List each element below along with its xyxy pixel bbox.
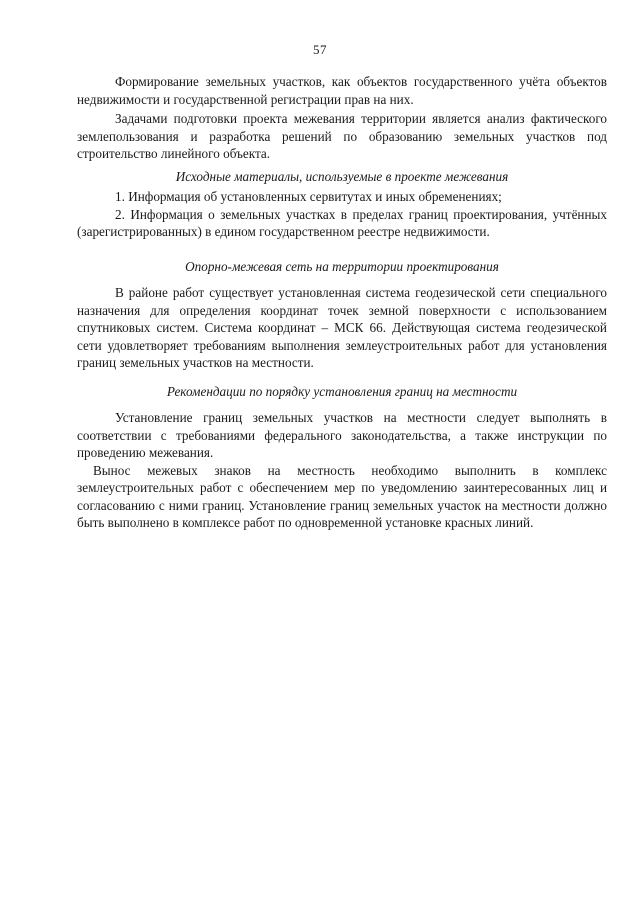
section-heading-recommendations: Рекомендации по порядку установления границ на местности (166, 383, 518, 399)
intro-paragraph-2: Задачами подготовки проекта межевания территории является анализ фактического землепользования и разработка решений по образованию земельных участков под строительство линейного объекта. (77, 111, 607, 161)
recommendations-paragraph-2: Вынос межевых знаков на местность необходимо выполнить в комплекс землеустроительных работ с обеспечением мер по уведомлению заинтересованных лиц и согласованию с ними границ. Установление границ земельных участок на местности должно быть выполнено в комплексе работ по одновременной установке красных линий. (77, 462, 607, 530)
intro-paragraph-1: Формирование земельных участков, как объектов государственного учёта объектов недвижимости и государственной регистрации прав на них. (77, 74, 607, 107)
list-item-1: 1. Информация об установленных сервитутах и иных обременениях; (115, 189, 502, 204)
survey-network-paragraph: В районе работ существует установленная система геодезической сети специального назначения для определения координат точек земной поверхности с использованием спутниковых систем. Система координат – МСК 66. Действующая система геодезической сети удовлетворяет требованиям выполнения землеустроительных работ для установления границ земельных участков на местности. (77, 285, 607, 370)
section-heading-source-materials: Исходные материалы, используемые в проекте межевания (175, 168, 509, 184)
list-item-2: 2. Информация о земельных участках в пределах границ проектирования, учтённых (зарегистрированных) в едином государственном реестре недвижимости. (77, 206, 607, 239)
section-heading-survey-network: Опорно-межевая сеть на территории проектирования (185, 258, 499, 274)
document-body (77, 73, 607, 532)
page-number: 57 (313, 42, 327, 57)
recommendations-paragraph-1: Установление границ земельных участков на местности следует выполнять в соответствии с требованиями федерального законодательства, а также инструкции по проведению межевания. (77, 410, 607, 460)
